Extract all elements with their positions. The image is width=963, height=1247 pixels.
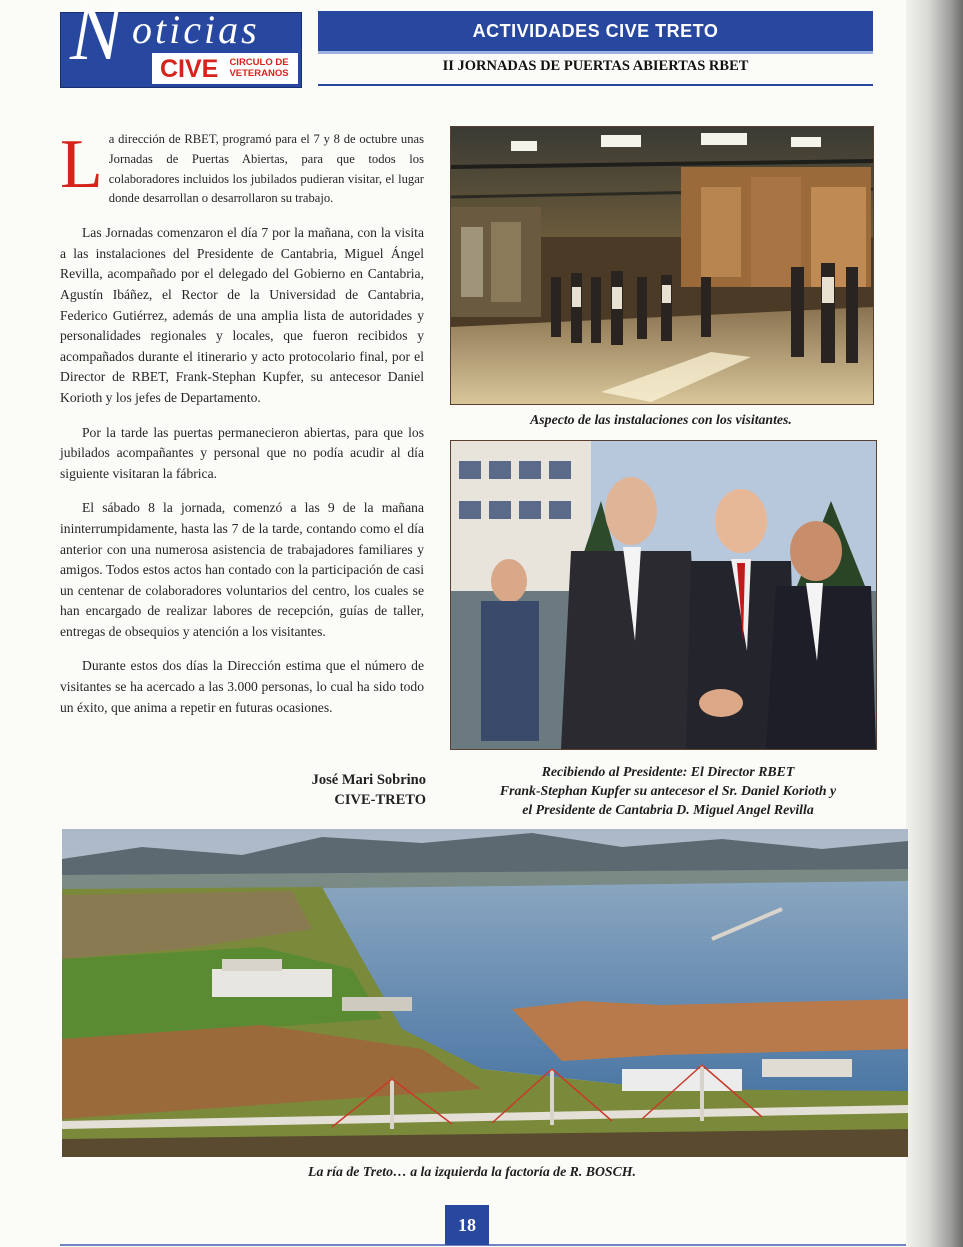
- logo-cive: CIVE: [160, 55, 219, 83]
- drop-cap: L: [60, 126, 103, 203]
- paragraph-2: Las Jornadas comenzaron el día 7 por la mañana, con la visita a las instalaciones del Presidente de Cantabria, Miguel Ángel Revilla, acompañado por el delegado del Gobierno en Cantabria, Agustín Ibáñez, el Rector de la Universidad de Cantabria, Federico Gutiérrez, además de una amplia lista de autoridades y personalidades regionales y locales, que fueron recibidos y acompañados durante el itinerario y acto protocolario final, por el Director de RBET, Frank-Stephan Kupfer, su antecesor Daniel Korioth y los jefes de Departamento.: [60, 225, 424, 405]
- page-binding-edge: [906, 0, 963, 1247]
- photo-handshake: [450, 440, 877, 750]
- logo-initial: N: [70, 0, 123, 76]
- photo-factory-interior: [450, 126, 874, 405]
- logo-subtitle-line1: CIRCULO DE: [229, 57, 289, 68]
- caption-2-line-1: Recibiendo al Presidente: El Director RBET: [541, 764, 795, 779]
- factory-interior-image: [451, 127, 873, 404]
- title-underline: [318, 84, 873, 86]
- section-header-rule: [318, 51, 873, 54]
- photo-caption-2: [468, 762, 868, 819]
- article-signature: [236, 770, 426, 810]
- author-name: José Mari Sobrino: [311, 772, 426, 788]
- author-organization: CIVE-TRETO: [334, 792, 426, 808]
- paragraph-3: Por la tarde las puertas permanecieron abiertas, para que los jubilados acompañantes y personal que no podía acudir al día siguiente visitaran la fábrica.: [60, 424, 424, 481]
- paragraph-5: Durante estos dos días la Dirección estima que el número de visitantes se ha acercado a las 3.000 personas, lo cual ha sido todo un éxito, que anima a repetir en futuras ocasiones.: [60, 658, 424, 715]
- article-body: [60, 126, 424, 718]
- caption-2-line-2: Frank-Stephan Kupfer su antecesor el Sr. Daniel Korioth y: [499, 783, 837, 798]
- logo-subtitle: [222, 58, 296, 79]
- logo-subtitle-line2: VETERANOS: [229, 67, 289, 79]
- photo-aerial-ria: [62, 829, 908, 1157]
- handshake-image: [451, 441, 876, 749]
- logo-wordmark: oticias: [132, 7, 260, 52]
- article-title: II JORNADAS DE PUERTAS ABIERTAS RBET: [442, 58, 749, 74]
- section-title: ACTIVIDADES CIVE TRETO: [472, 21, 719, 41]
- caption-2-line-3: el Presidente de Cantabria D. Miguel Angel Revilla: [522, 802, 814, 817]
- aerial-ria-image: [62, 829, 908, 1157]
- paragraph-1: [60, 126, 424, 209]
- paragraph-1-text: a dirección de RBET, programó para el 7 y 8 de octubre unas Jornadas de Puertas Abiertas, para que todos los colaboradores incluidos los jubilados pudieran visitar, el lugar donde desarrollan o desarrollaron su trabajo.: [108, 132, 424, 206]
- photo-caption-3: La ría de Treto… a la izquierda la factoría de R. BOSCH.: [308, 1164, 636, 1179]
- photo-caption-1: Aspecto de las instalaciones con los visitantes.: [530, 412, 792, 427]
- paragraph-4: El sábado 8 la jornada, comenzó a las 9 de la mañana ininterrumpidamente, hasta las 7 de la tarde, contando como el día anterior con una numerosa asistencia de trabajadores familiares y amigos. Todos estos actos han contado con la participación de casi un centenar de colaboradores voluntarios del centro, los cuales se han encargado de realizar labores de recepción, guías de taller, entregas de obsequios y atención a los visitantes.: [60, 500, 424, 639]
- page-number: 18: [445, 1205, 489, 1245]
